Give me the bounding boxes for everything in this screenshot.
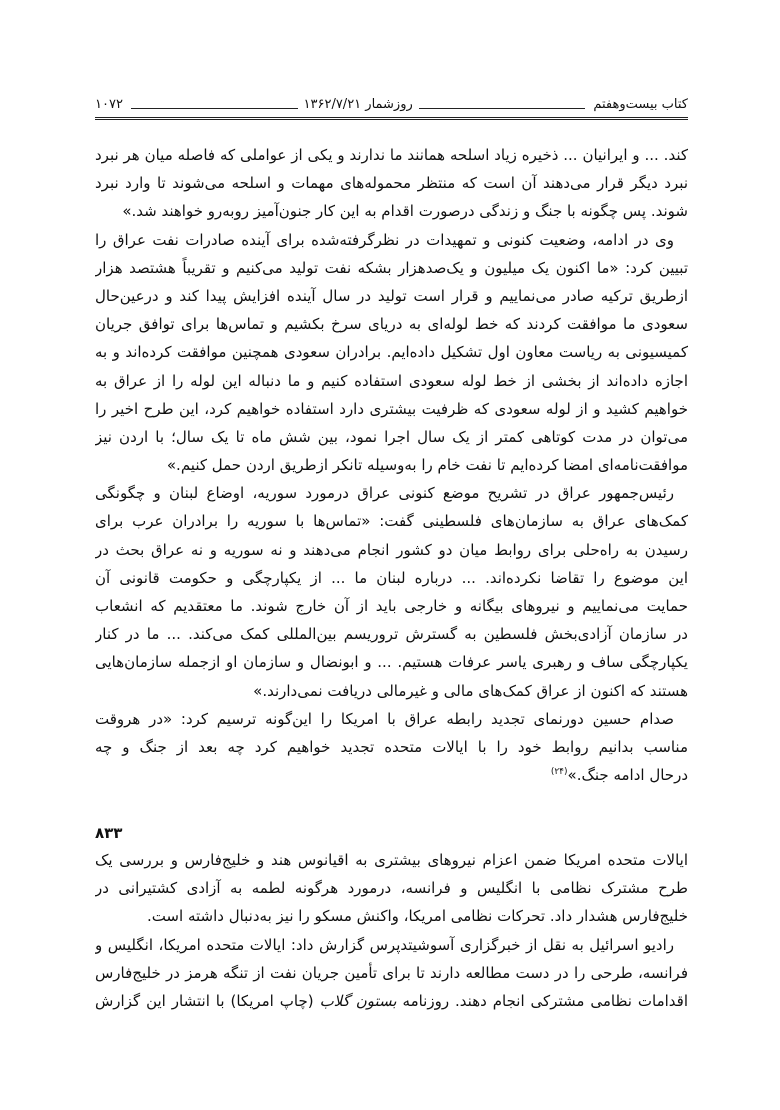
text-line	[95, 423, 688, 451]
page-number: ۱۰۷۲	[95, 97, 123, 112]
text-line	[95, 507, 688, 535]
line-text: صدام حسین دورنمای تجدید رابطه عراق با امریکا را این‌گونه ترسیم کرد: «در هروقت	[95, 709, 674, 728]
text-line	[95, 479, 688, 507]
text-line	[95, 648, 688, 676]
text-block-2	[95, 846, 688, 1015]
line-text: خواهیم کشید و از لوله سعودی که ظرفیت بیشتری دارد استفاده خواهیم کرد، این طرح اخیر را	[95, 399, 688, 418]
book-title: کتاب بیست‌وهفتم	[593, 97, 688, 112]
line-text: کمیسیونی به ریاست معاون اول تشکیل داده‌ایم. برادران سعودی همچنین موافقت کرده‌اند و به	[95, 343, 688, 362]
line-text: رادیو اسرائیل به نقل از خبرگزاری آسوشیتدپرس گزارش داد: ایالات متحده امریکا، انگلیس و	[95, 935, 674, 954]
text-line	[95, 395, 688, 423]
line-text: حمایت می‌نماییم و نیروهای بیگانه و خارجی باید از آن خارج شوند. ما معتقدیم که انشعاب	[95, 597, 688, 615]
header-date-text: روزشمار ۱۳۶۲/۷/۲۱	[303, 97, 413, 112]
text-line	[95, 705, 688, 733]
running-header	[95, 86, 688, 118]
line-text: وی در ادامه، وضعیت کنونی و تمهیدات در نظرگرفته‌شده برای آینده صادرات نفت عراق را	[95, 230, 674, 249]
text-line	[95, 169, 688, 197]
leader-line	[131, 108, 298, 109]
header-date	[123, 97, 593, 118]
leader-line	[419, 108, 586, 109]
line-text: ازطریق ترکیه صادر می‌نماییم و قرار است تولید در سال آینده افزایش پیدا کند و درعین‌حال	[95, 286, 688, 305]
line-text: رئیس‌جمهور عراق در تشریح موضع کنونی عراق درمورد سوریه، اوضاع لبنان و چگونگی	[95, 484, 674, 503]
line-text: می‌توان در مدت کوتاهی کمتر از یک سال اجرا نمود، بین شش ماه تا یک سال؛ با اردن نیز	[95, 427, 688, 446]
text-line	[95, 902, 688, 930]
text-line	[95, 874, 688, 902]
line-text: کند. ... و ایرانیان ... ذخیره زیاد اسلحه همانند ما ندارند و یکی از عواملی که فاصله میان هر نبرد	[95, 146, 688, 164]
text-line	[95, 987, 688, 1015]
text-block-1	[95, 141, 688, 789]
line-text: سعودی ما موافقت کردند که خط لوله‌ای به دریای سرخ بکشیم و تماس‌ها برای توافق جریان	[95, 315, 688, 334]
footnote-reference: (۲۴)	[550, 767, 568, 778]
text-line	[95, 564, 688, 592]
text-line	[95, 367, 688, 395]
text-line	[95, 141, 688, 169]
line-text: هستند که اکنون از عراق کمک‌های مالی و غیرمالی دریافت نمی‌دارند.»	[253, 681, 688, 700]
line-text: یکپارچگی ساف و رهبری یاسر عرفات هستیم. ... و ابونضال و سازمان او ازجمله سازمان‌هایی	[95, 653, 688, 672]
line-text: خلیج‌فارس هشدار داد. تحرکات نظامی امریکا، واکنش مسکو را نیز به‌دنبال داشته است.	[146, 907, 688, 926]
text-line	[95, 677, 688, 705]
line-text: اقدامات نظامی مشترکی انجام دهند. روزنامه	[396, 991, 688, 1010]
text-line	[95, 846, 688, 874]
text-line	[95, 592, 688, 620]
line-text: موافقت‌نامه‌ای امضا کرده‌ایم تا نفت خام را به‌وسیله تانکر ازطریق اردن حمل کنیم.»	[166, 456, 688, 475]
header-rule	[95, 117, 688, 120]
text-line	[95, 959, 688, 987]
line-text: طرح مشترک نظامی با انگلیس و فرانسه، درمورد هرگونه لطمه به آزادی کشتیرانی در	[95, 879, 688, 898]
line-text: فرانسه، طرحی را در دست مطالعه دارند تا برای تأمین جریان نفت از تنگه هرمز در خلیج‌فارس	[95, 963, 688, 982]
text-line	[95, 338, 688, 366]
line-text: رسیدن به راه‌حلی برای روابط میان دو کشور انجام می‌دهند و نه سوریه و نه عراق بحث در	[95, 540, 688, 559]
line-text: تبیین کرد: «ما اکنون یک میلیون و یک‌صدهزار بشکه نفت تولید می‌کنیم و تقریباً هشتصد هزار	[95, 258, 688, 277]
entry-number: ۸۳۳	[95, 824, 123, 842]
text-line	[95, 254, 688, 282]
line-text: (چاپ امریکا) با انتشار این گزارش	[95, 991, 320, 1010]
text-line	[95, 931, 688, 959]
text-line	[95, 620, 688, 648]
line-text: درحال ادامه جنگ.»	[567, 766, 688, 785]
text-line	[95, 197, 688, 225]
text-line	[95, 451, 688, 479]
text-line	[95, 536, 688, 564]
text-line	[95, 761, 688, 789]
text-line	[95, 226, 688, 254]
text-line	[95, 282, 688, 310]
text-line	[95, 733, 688, 761]
line-text: در سازمان آزادی‌بخش فلسطین به گسترش تروریسم بین‌المللی کمک می‌کند. ... ما در کنار	[95, 625, 688, 644]
line-text: شوند. پس چگونه با جنگ و زندگی درصورت اقدام به این کار جنون‌آمیز روبه‌رو خواهند شد.»	[122, 202, 688, 221]
line-text: ایالات متحده امریکا ضمن اعزام نیروهای بیشتری به اقیانوس هند و خلیج‌فارس و بررسی یک	[95, 851, 688, 869]
line-text: کمک‌های عراق به سازمان‌های فلسطینی گفت: «تماس‌ها با سوریه را برادران عرب برای	[95, 512, 688, 531]
line-text: مناسب بدانیم روابط خود را با ایالات متحده تجدید خواهیم کرد چه بعد از جنگ و چه	[95, 737, 688, 756]
text-line	[95, 310, 688, 338]
line-text: این موضوع را تقاضا نکرده‌اند. ... درباره لبنان ما ... از یکپارچگی و حکومت قانونی آن	[95, 568, 688, 587]
line-text: نبرد دیگر قرار می‌دهند آن است که منتظر محموله‌های مهمات و اسلحه می‌شوند تا وارد نبرد	[95, 174, 688, 193]
newspaper-name: بستون گلاب	[319, 991, 397, 1010]
line-text: اجازه داده‌اند از بخشی از خط لوله سعودی استفاده کنیم و ما دنباله این لوله را از عراق به	[95, 371, 688, 390]
